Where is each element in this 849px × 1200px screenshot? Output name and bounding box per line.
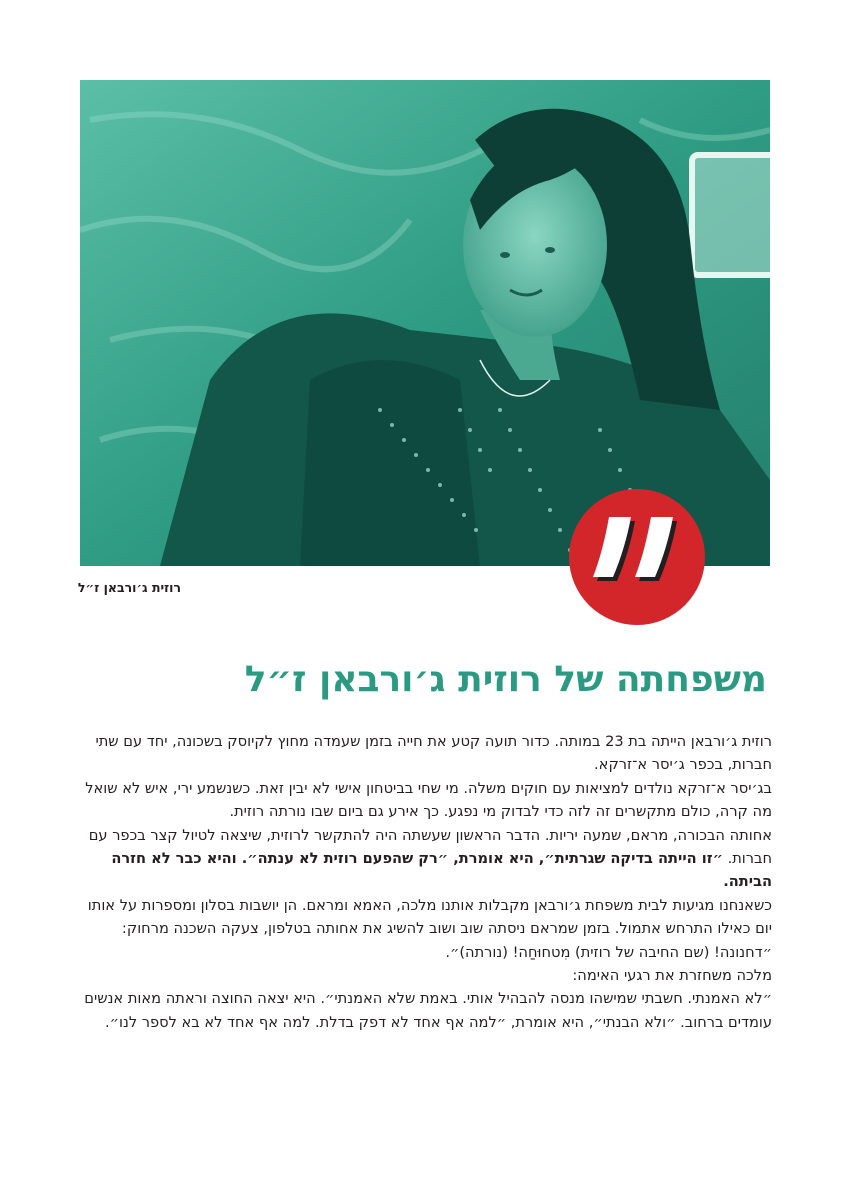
paragraph-neighbor-shout: ״דחנונה! (שם החיבה של רוזית) מִטחוּחַה! (נורתה)״. bbox=[445, 943, 772, 961]
paragraph-malka-quote: ״לא האמנתי. חשבתי שמישהו מנסה להבהיל אותי. באמת שלא האמנתי״. היא יצאה החוצה וראתה מאות אנשים עומדים ברחוב. ״ולא הבנתי״, היא אומרת, ״למה אף אחד לא דפק בדלת. למה אף אחד לא בא לספר לנו״. bbox=[84, 990, 772, 1031]
sister-quote: ״זו הייתה בדיקה שגרתית״, היא אומרת, ״רק שהפעם רוזית לא ענתה״. והיא כבר לא חזרה הביתה. bbox=[111, 850, 772, 891]
window-frame bbox=[692, 155, 770, 275]
article-body bbox=[82, 730, 772, 1034]
paragraph-visit: כשאנחנו מגיעות לבית משפחת ג׳ורבאן מקבלות אותנו מלכה, האמא ומראם. הן יושבות בסלון ומספרות על אותו יום כאילו התרחש אתמול. בזמן שמראם ניסתה שוב ושוב להשיג את אחותה בטלפון, צעקה השכנה מרחוק: bbox=[87, 896, 772, 938]
paragraph-malka-recall: מלכה משחזרת את רגעי האימה: bbox=[572, 967, 772, 985]
paragraph-sister bbox=[82, 824, 772, 894]
article-headline: משפחתה של רוזית ג׳ורבאן ז״ל bbox=[244, 659, 767, 700]
photo-caption: רוזית ג׳ורבאן ז״ל bbox=[77, 580, 181, 595]
paragraph-intro: רוזית ג׳ורבאן הייתה בת 23 במותה. כדור תועה קטע את חייה בזמן שעמדה מחוץ לקיוסק בשכונה, יחד עם שתי חברות, בכפר ג׳יסר א־זרקא. bbox=[95, 733, 772, 774]
quote-badge bbox=[559, 489, 715, 625]
paragraph-village: בג׳יסר א־זרקא נולדים למציאות עם חוקים משלה. מי שחי בביטחון אישי לא יבין זאת. כשנשמע ירי, איש לא שואל מה קרה, כולם מתקשרים זה לזה כדי לבדוק מי נפגע. כך אירע גם ביום שבו נורתה רוזית. bbox=[85, 779, 772, 821]
quotation-mark-icon bbox=[559, 489, 715, 625]
sister-lead: אחותה הבכורה, מראם, שמעה יריות. הדבר הראשון שעשתה היה להתקשר לרוזית, שיצאה לטיול קצר בכפר עם חברות. bbox=[88, 826, 772, 868]
